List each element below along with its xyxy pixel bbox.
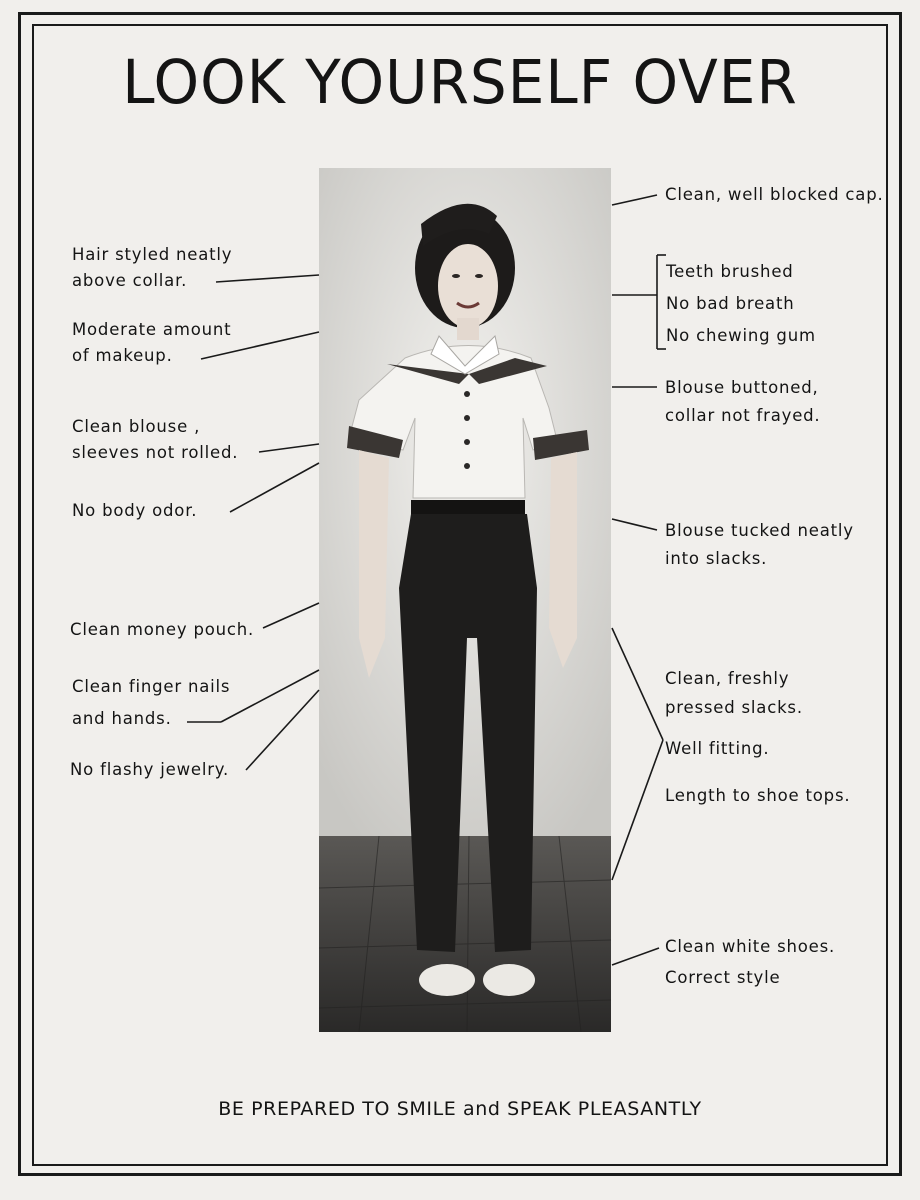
label-cap	[665, 182, 884, 208]
label-line: Well fitting.	[665, 739, 770, 758]
label-line: into slacks.	[665, 549, 768, 568]
label-line: Clean, well blocked cap.	[665, 185, 884, 204]
label-line: Blouse tucked neatly	[665, 521, 854, 540]
label-blouse-buttoned	[665, 374, 820, 430]
label-line: Clean money pouch.	[70, 620, 255, 639]
label-line: Clean, freshly	[665, 669, 790, 688]
label-slacks	[665, 664, 850, 810]
label-makeup	[72, 317, 231, 369]
label-blouse-sleeves	[72, 414, 238, 466]
poster-footer: BE PREPARED TO SMILE and SPEAK PLEASANTLY	[218, 1098, 702, 1120]
label-money-pouch	[70, 617, 254, 643]
label-shoes	[665, 931, 835, 993]
label-line: sleeves not rolled.	[72, 443, 239, 462]
label-line: of makeup.	[72, 346, 173, 365]
poster-title: LOOK YOURSELF OVER	[122, 46, 798, 118]
label-fingernails	[72, 674, 230, 732]
label-jewelry	[70, 757, 229, 783]
label-line: Clean blouse ,	[72, 417, 201, 436]
label-teeth	[666, 256, 816, 352]
label-line: Length to shoe tops.	[665, 786, 851, 805]
label-line: Correct style	[665, 968, 781, 987]
label-line: Teeth brushed	[666, 262, 794, 281]
label-line: Hair styled neatly	[72, 245, 233, 264]
label-line: Clean finger nails	[72, 677, 231, 696]
label-line: Blouse buttoned,	[665, 378, 819, 397]
label-line: Moderate amount	[72, 320, 232, 339]
label-line: Clean white shoes.	[665, 937, 836, 956]
label-line: pressed slacks.	[665, 698, 803, 717]
label-body-odor	[72, 498, 197, 524]
label-line: No bad breath	[666, 294, 795, 313]
label-line: No flashy jewelry.	[70, 760, 230, 779]
label-line: No chewing gum	[666, 326, 816, 345]
label-line: No body odor.	[72, 501, 198, 520]
label-line: and hands.	[72, 709, 172, 728]
label-hair	[72, 242, 232, 294]
label-blouse-tucked	[665, 517, 854, 573]
label-line: collar not frayed.	[665, 406, 821, 425]
label-line: above collar.	[72, 271, 188, 290]
